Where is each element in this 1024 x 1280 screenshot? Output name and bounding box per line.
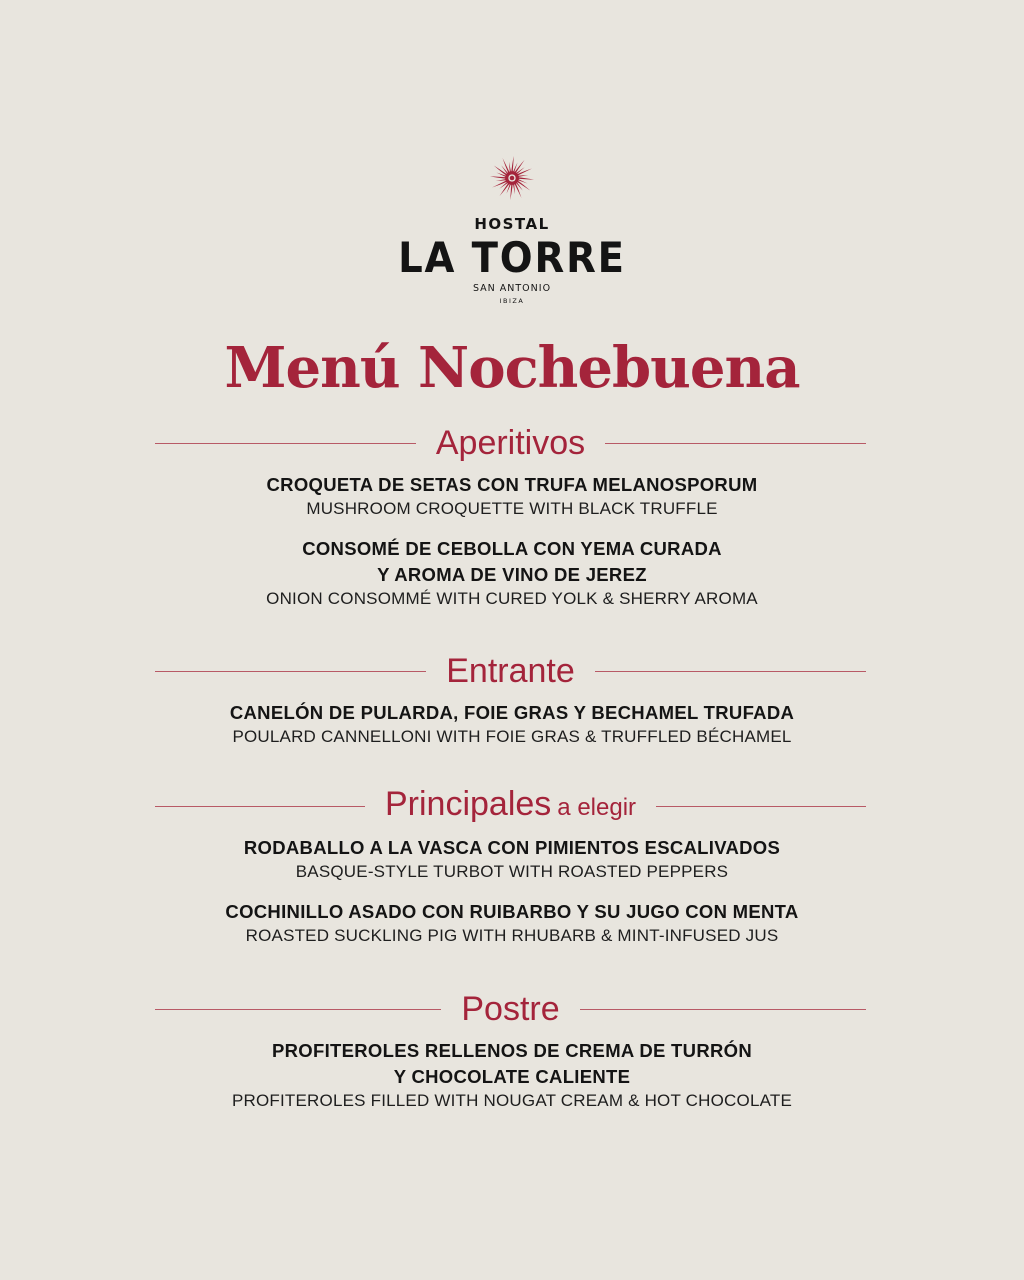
dish-name-en: POULARD CANNELLONI WITH FOIE GRAS & TRUFFLED BÉCHAMEL (232, 727, 792, 746)
section-header-entrante (155, 651, 866, 691)
logo-city: SAN ANTONIO (472, 283, 552, 294)
dish-name-es: CONSOMÉ DE CEBOLLA CON YEMA CURADA Y AROMA DE VINO DE JEREZ (302, 538, 722, 585)
section-header-postre (155, 989, 866, 1029)
logo (0, 155, 1024, 306)
divider-line (155, 1009, 441, 1010)
section-title: Postre (461, 990, 560, 1028)
section-header-principales (155, 786, 866, 826)
divider-line (605, 443, 866, 444)
section-title: Entrante (446, 652, 575, 690)
menu-title: Menú Nochebuena (224, 335, 800, 401)
logo-island: IBIZA (499, 297, 525, 305)
menu-item (100, 472, 924, 520)
dish-name-es: PROFITEROLES RELLENOS DE CREMA DE TURRÓN Y CHOCOLATE CALIENTE (271, 1040, 752, 1087)
menu-item (100, 1038, 924, 1112)
menu-item (100, 700, 924, 748)
section-title: Principales a elegir (384, 785, 637, 823)
divider-line (155, 671, 426, 672)
logo-name: LA TORRE (398, 233, 626, 282)
dish-name-en: BASQUE-STYLE TURBOT WITH ROASTED PEPPERS (295, 862, 729, 881)
dish-name-en: PROFITEROLES FILLED WITH NOUGAT CREAM & HOT CHOCOLATE (231, 1091, 793, 1110)
logo-hostal-text: HOSTAL (474, 215, 550, 233)
dish-name-es: CROQUETA DE SETAS CON TRUFA MELANOSPORUM (266, 474, 758, 495)
divider-line (580, 1009, 866, 1010)
menu-item (100, 536, 924, 610)
menu-item (100, 899, 924, 947)
section-items-postre (100, 1038, 924, 1112)
section-items-entrante (100, 700, 924, 748)
section-items-aperitivos (100, 472, 924, 610)
divider-line (595, 671, 866, 672)
sun-icon (489, 155, 535, 201)
divider-line (155, 806, 365, 807)
dish-name-es: COCHINILLO ASADO CON RUIBARBO Y SU JUGO CON MENTA (225, 901, 799, 922)
divider-line (155, 443, 416, 444)
dish-name-en: ROASTED SUCKLING PIG WITH RHUBARB & MINT-INFUSED JUS (245, 926, 779, 945)
section-header-aperitivos (155, 423, 866, 463)
dish-name-es: CANELÓN DE PULARDA, FOIE GRAS Y BECHAMEL TRUFADA (229, 702, 795, 723)
menu-item (100, 835, 924, 883)
section-title-suffix: a elegir (557, 794, 637, 821)
dish-name-en: MUSHROOM CROQUETTE WITH BLACK TRUFFLE (306, 499, 718, 518)
divider-line (656, 806, 866, 807)
dish-name-en: ONION CONSOMMÉ WITH CURED YOLK & SHERRY AROMA (266, 589, 758, 608)
section-title: Aperitivos (435, 424, 586, 462)
section-items-principales (100, 835, 924, 947)
dish-name-es: RODABALLO A LA VASCA CON PIMIENTOS ESCALIVADOS (243, 837, 781, 858)
